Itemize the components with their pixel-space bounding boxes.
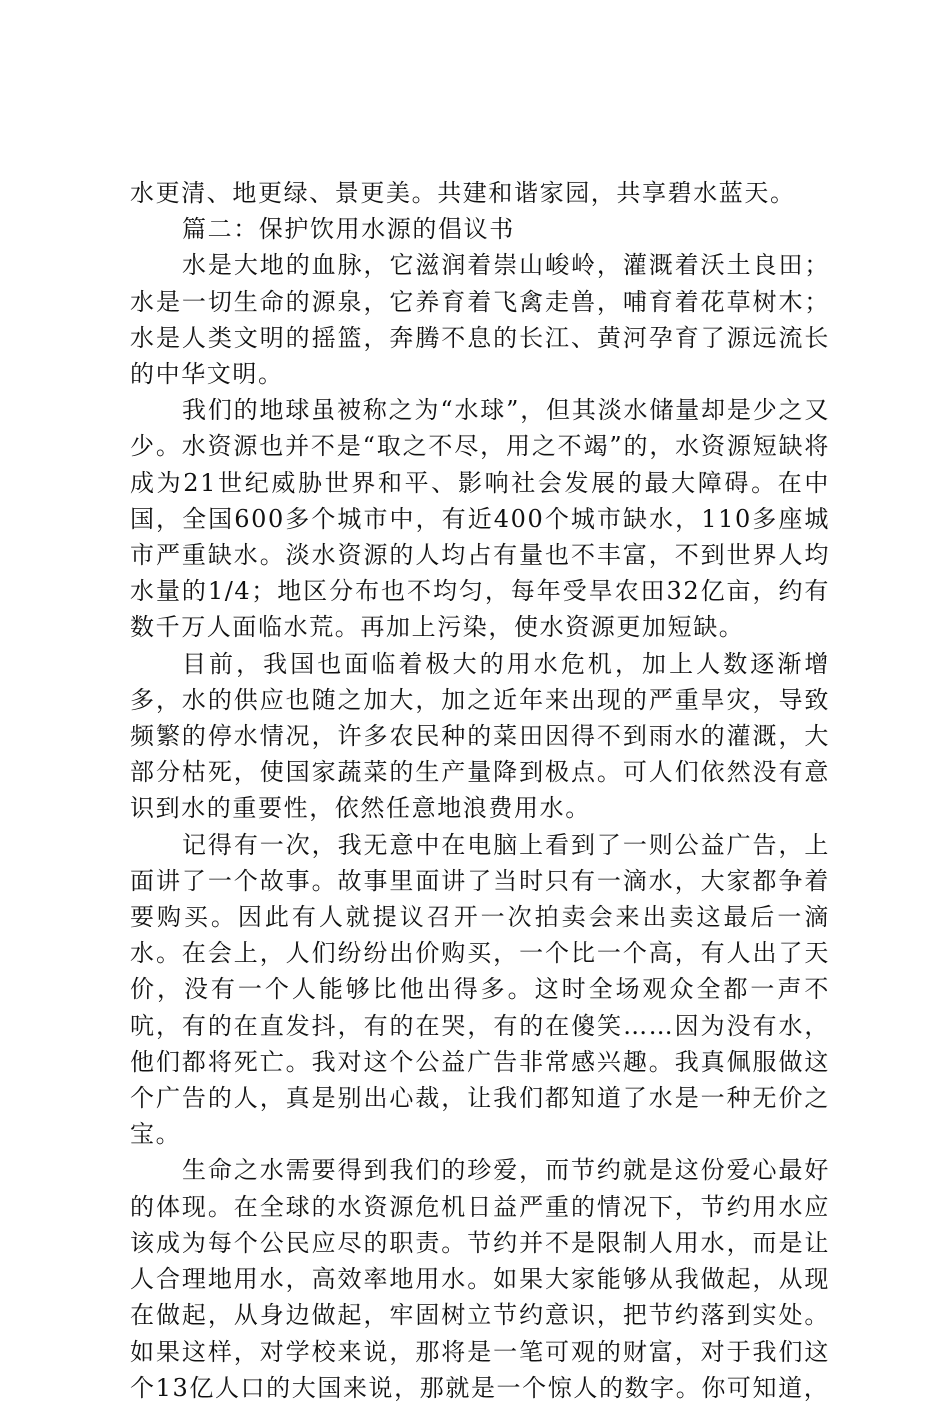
- paragraph-continuation: 水更清、地更绿、景更美。共建和谐家园，共享碧水蓝天。: [130, 179, 796, 207]
- paragraph: 记得有一次，我无意中在电脑上看到了一则公益广告，上面讲了一个故事。故事里面讲了当时只有一滴水，大家都争着要购买。因此有人就提议召开一次拍卖会来出卖这最后一滴水。在会上，人们纷纷出价购买，一个比一个高，有人出了天价，没有一个人能够比他出得多。这时全场观众全都一声不吭，有的在直发抖，有的在哭，有的在傻笑……因为没有水，他们都将死亡。我对这个公益广告非常感兴趣。我真佩服做这个广告的人，真是别出心裁，让我们都知道了水是一种无价之宝。: [130, 830, 830, 1149]
- paragraph: 生命之水需要得到我们的珍爱，而节约就是这份爱心最好的体现。在全球的水资源危机日益严重的情况下，节约用水应该成为每个公民应尽的职责。节约并不是限制人用水，而是让人合理地用水，高效率地用水。如果大家能够从我做起，从现在做起，从身边做起，牢固树立节约意识，把节约落到实处。如果这样，对学校来说，那将是一笔可观的财富，对于我们这个13亿人口的大国来说，那就是一个惊人的数字。你可知道，: [130, 1156, 830, 1402]
- paragraph: 水是大地的血脉，它滋润着崇山峻岭，灌溉着沃土良田；水是一切生命的源泉，它养育着飞禽走兽，哺育着花草树木；水是人类文明的摇篮，奔腾不息的长江、黄河孕育了源远流长的中华文明。: [130, 251, 830, 389]
- document-body: [130, 175, 830, 1406]
- paragraph: 我们的地球虽被称之为“水球”，但其淡水储量却是少之又少。水资源也并不是“取之不尽，用之不竭”的，水资源短缺将成为21世纪威胁世界和平、影响社会发展的最大障碍。在中国，全国600多个城市中，有近400个城市缺水，110多座城市严重缺水。淡水资源的人均占有量也不丰富，不到世界人均水量的1/4；地区分布也不均匀，每年受旱农田32亿亩，约有数千万人面临水荒。再加上污染，使水资源更加短缺。: [130, 396, 830, 642]
- paragraph: 目前，我国也面临着极大的用水危机，加上人数逐渐增多，水的供应也随之加大，加之近年来出现的严重旱灾，导致频繁的停水情况，许多农民种的菜田因得不到雨水的灌溉，大部分枯死，使国家蔬菜的生产量降到极点。可人们依然没有意识到水的重要性，依然任意地浪费用水。: [130, 649, 830, 823]
- section-heading: 篇二：保护饮用水源的倡议书: [182, 215, 515, 244]
